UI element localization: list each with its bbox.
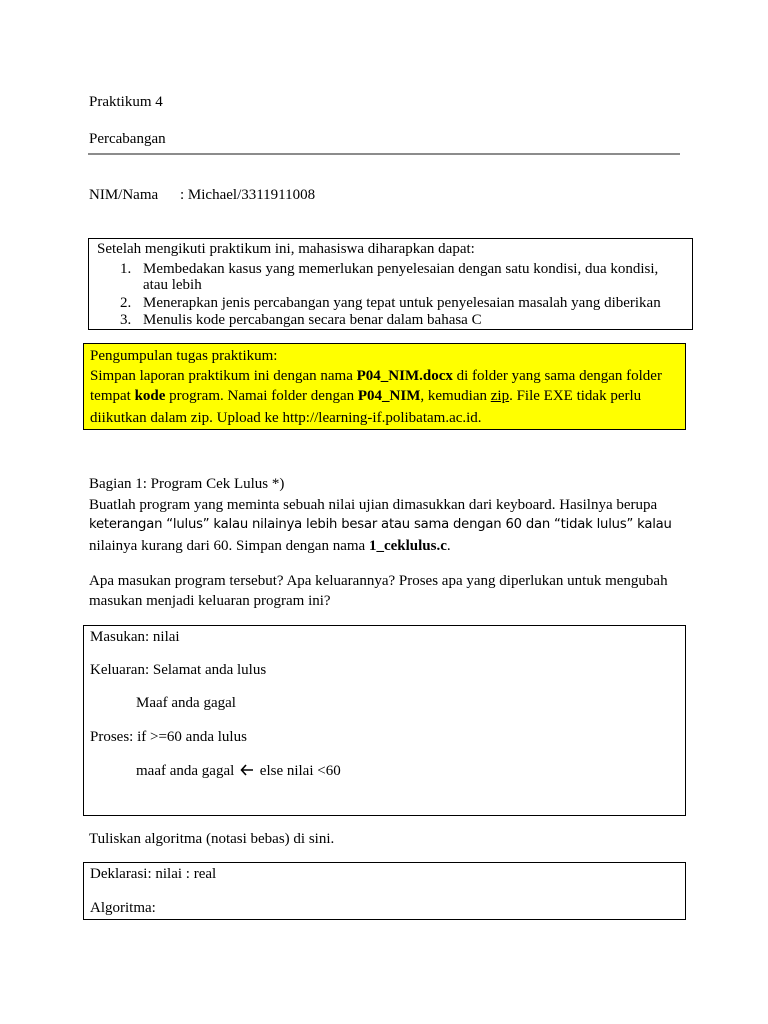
question-line-1: Apa masukan program tersebut? Apa keluarannya? Proses apa yang diperlukan untuk mengubah [89, 573, 668, 589]
objective-2-line1: Menerapkan jenis percabangan yang tepat untuk penyelesaian masalah yang diberikan [143, 295, 661, 311]
nim-label: NIM/Nama [89, 187, 159, 203]
section1-para-line-1: Buatlah program yang meminta sebuah nilai ujian dimasukkan dari keyboard. Hasilnya berupa [89, 497, 658, 513]
answer-box [83, 625, 686, 816]
submission-box [83, 343, 686, 430]
question-line-2: masukan menjadi keluaran program ini? [89, 593, 331, 609]
filename-c: 1_ceklulus.c [368, 538, 447, 554]
objective-1-line2: atau lebih [143, 277, 202, 293]
submission-line-1: Simpan laporan praktikum ini dengan nama P04_NIM.docx di folder yang sama dengan folder [90, 368, 662, 384]
submission-line-2: tempat kode program. Namai folder dengan P04_NIM, kemudian zip. File EXE tidak perlu [90, 388, 642, 404]
submission-line-3: diikutkan dalam zip. Upload ke http://learning-if.polibatam.ac.id. [90, 410, 482, 426]
objective-1-num: 1. [120, 261, 132, 277]
left-arrow-icon [240, 764, 254, 776]
section1-para-line-3: nilainya kurang dari 60. Simpan dengan nama 1_ceklulus.c. [89, 538, 451, 554]
filename-docx: P04_NIM.docx [356, 368, 453, 384]
algorithm-label: Algoritma: [90, 900, 156, 916]
objective-3-num: 3. [120, 312, 132, 328]
header-divider [88, 153, 680, 155]
folder-name: P04_NIM [357, 388, 421, 404]
objective-1-line1: Membedakan kasus yang memerlukan penyelesaian dengan satu kondisi, dua kondisi, [143, 261, 659, 277]
zip-underlined: zip [490, 388, 510, 404]
objectives-box [88, 238, 693, 330]
submission-title: Pengumpulan tugas praktikum: [90, 348, 278, 364]
answer-output-2: Maaf anda gagal [136, 695, 236, 711]
objective-2-num: 2. [120, 295, 132, 311]
praktikum-title: Praktikum 4 [89, 94, 163, 110]
algorithm-box [83, 862, 686, 920]
answer-output: Keluaran: Selamat anda lulus [90, 662, 267, 678]
objectives-intro: Setelah mengikuti praktikum ini, mahasiswa diharapkan dapat: [97, 241, 475, 257]
answer-input: Masukan: nilai [90, 629, 180, 645]
answer-process-2: maaf anda gagal else nilai <60 [136, 763, 341, 779]
section1-para-line-2: keterangan “lulus” kalau nilainya lebih besar atau sama dengan 60 dan “tidak lulus” kalau [89, 517, 672, 532]
algorithm-prompt: Tuliskan algoritma (notasi bebas) di sini. [89, 831, 335, 847]
algorithm-declaration: Deklarasi: nilai : real [90, 866, 217, 882]
answer-process: Proses: if >=60 anda lulus [90, 729, 247, 745]
section1-title: Bagian 1: Program Cek Lulus *) [89, 476, 285, 492]
nim-value: : Michael/3311911008 [180, 187, 316, 203]
kode-bold: kode [134, 388, 166, 404]
topic-title: Percabangan [89, 131, 166, 147]
objective-3-line1: Menulis kode percabangan secara benar dalam bahasa C [143, 312, 482, 328]
